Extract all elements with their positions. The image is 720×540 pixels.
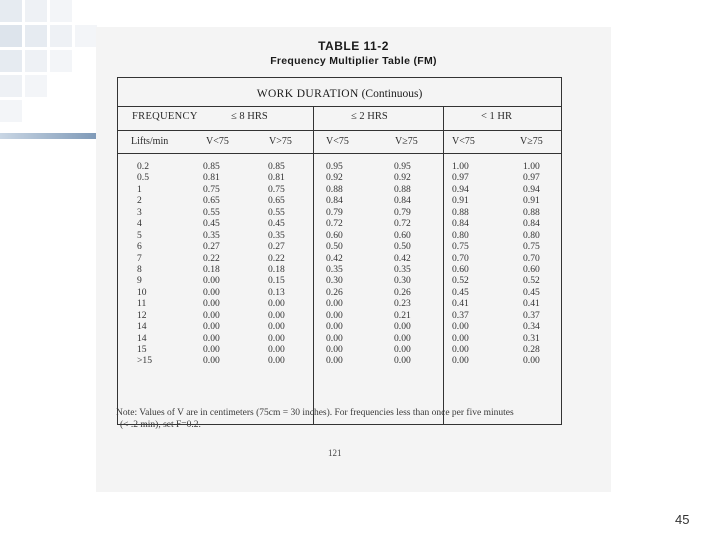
multiplier-cell: 0.00 — [452, 355, 469, 367]
multiplier-cell: 0.00 — [326, 298, 343, 310]
multiplier-cell: 0.91 — [523, 195, 540, 207]
note-line: Note: Values of V are in centimeters (75cm = 30 inches). For frequencies less than once per five minutes — [116, 408, 514, 418]
multiplier-cell: 0.84 — [326, 195, 343, 207]
multiplier-cell: 0.00 — [203, 298, 220, 310]
multiplier-cell: 0.00 — [203, 344, 220, 355]
lifts-per-min-cell: 7 — [137, 252, 142, 264]
table-rule — [443, 106, 444, 424]
lifts-per-min-cell: 9 — [137, 275, 142, 287]
lifts-per-min-cell: 8 — [137, 263, 142, 275]
note-line: (< .2 min), set F=0.2. — [120, 419, 201, 430]
column-header: V≥75 — [520, 136, 543, 147]
multiplier-cell: 0.79 — [326, 206, 343, 218]
table-rule — [118, 106, 561, 107]
multiplier-cell: 0.15 — [268, 275, 285, 287]
multiplier-cell: 0.65 — [203, 195, 220, 207]
decor-square — [75, 25, 97, 47]
multiplier-cell: 1.00 — [523, 161, 540, 172]
multiplier-cell: 0.50 — [394, 241, 411, 253]
multiplier-cell: 0.88 — [523, 206, 540, 218]
multiplier-cell: 0.91 — [452, 195, 469, 207]
lifts-per-min-cell: 1 — [137, 183, 142, 195]
decor-square — [0, 75, 22, 97]
multiplier-cell: 0.52 — [523, 275, 540, 287]
multiplier-cell: 0.85 — [203, 161, 220, 172]
multiplier-cell: 0.81 — [203, 172, 220, 184]
multiplier-cell: 0.28 — [523, 344, 540, 355]
multiplier-cell: 0.00 — [326, 309, 343, 321]
multiplier-cell: 0.00 — [452, 332, 469, 344]
multiplier-cell: 0.22 — [203, 252, 220, 264]
multiplier-cell: 0.97 — [452, 172, 469, 184]
work-duration-label: WORK DURATION — [256, 88, 359, 100]
multiplier-cell: 0.75 — [203, 183, 220, 195]
multiplier-cell: 0.60 — [394, 229, 411, 241]
decor-square — [0, 25, 22, 47]
multiplier-cell: 0.00 — [268, 321, 285, 333]
multiplier-cell: 0.00 — [394, 332, 411, 344]
frequency-table — [117, 77, 562, 425]
multiplier-cell: 0.92 — [394, 172, 411, 184]
multiplier-cell: 0.27 — [268, 241, 285, 253]
scanned-page — [96, 27, 611, 492]
multiplier-cell: 0.50 — [326, 241, 343, 253]
decor-square — [50, 50, 72, 72]
multiplier-cell: 0.42 — [326, 252, 343, 264]
lifts-per-min-cell: 3 — [137, 206, 142, 218]
multiplier-cell: 0.42 — [394, 252, 411, 264]
multiplier-cell: 0.81 — [268, 172, 285, 184]
lifts-per-min-cell: 5 — [137, 229, 142, 241]
column-header: V<75 — [206, 136, 229, 147]
lifts-per-min-cell: 10 — [137, 286, 147, 298]
lifts-per-min-cell: 12 — [137, 309, 147, 321]
multiplier-cell: 0.55 — [203, 206, 220, 218]
multiplier-cell: 0.85 — [268, 161, 285, 172]
table-rule — [118, 130, 561, 131]
multiplier-cell: 0.37 — [452, 309, 469, 321]
multiplier-cell: 0.00 — [203, 309, 220, 321]
multiplier-cell: 0.72 — [394, 218, 411, 230]
decor-square — [25, 75, 47, 97]
column-header: V<75 — [326, 136, 349, 147]
multiplier-cell: 0.95 — [326, 161, 343, 172]
multiplier-cell: 0.70 — [523, 252, 540, 264]
multiplier-cell: 0.60 — [523, 263, 540, 275]
lifts-per-min-cell: 0.5 — [137, 172, 149, 184]
lifts-per-min-cell: 15 — [137, 344, 147, 355]
decor-square — [50, 25, 72, 47]
decor-bar — [0, 133, 96, 139]
multiplier-cell: 0.37 — [523, 309, 540, 321]
multiplier-cell: 0.00 — [394, 321, 411, 333]
slide-number: 45 — [675, 512, 690, 527]
frequency-label: FREQUENCY — [132, 111, 198, 122]
multiplier-cell: 0.35 — [394, 263, 411, 275]
multiplier-cell: 0.92 — [326, 172, 343, 184]
multiplier-cell: 0.00 — [268, 332, 285, 344]
column-header: Lifts/min — [131, 136, 169, 147]
multiplier-cell: 0.55 — [268, 206, 285, 218]
page-number: 121 — [328, 448, 342, 458]
multiplier-cell: 0.35 — [203, 229, 220, 241]
table-note — [116, 408, 596, 431]
decor-square — [0, 100, 22, 122]
multiplier-cell: 0.80 — [523, 229, 540, 241]
multiplier-cell: 0.18 — [203, 263, 220, 275]
multiplier-cell: 0.00 — [394, 344, 411, 355]
multiplier-cell: 0.00 — [203, 286, 220, 298]
multiplier-cell: 0.21 — [394, 309, 411, 321]
multiplier-cell: 0.27 — [203, 241, 220, 253]
lifts-per-min-cell: 0.2 — [137, 161, 149, 172]
column-header: V≥75 — [395, 136, 418, 147]
slide-decoration — [0, 0, 100, 130]
table-rule — [313, 106, 314, 424]
multiplier-cell: 0.31 — [523, 332, 540, 344]
multiplier-cell: 0.88 — [394, 183, 411, 195]
multiplier-cell: 0.00 — [203, 355, 220, 367]
column-header: V>75 — [269, 136, 292, 147]
multiplier-cell: 0.22 — [268, 252, 285, 264]
multiplier-cell: 0.00 — [268, 355, 285, 367]
value-column — [326, 161, 343, 367]
multiplier-cell: 0.00 — [203, 332, 220, 344]
multiplier-cell: 0.72 — [326, 218, 343, 230]
multiplier-cell: 0.65 — [268, 195, 285, 207]
multiplier-cell: 0.26 — [394, 286, 411, 298]
decor-square — [25, 25, 47, 47]
multiplier-cell: 0.88 — [452, 206, 469, 218]
decor-square — [50, 0, 72, 22]
multiplier-cell: 0.34 — [523, 321, 540, 333]
decor-square — [25, 50, 47, 72]
multiplier-cell: 0.84 — [523, 218, 540, 230]
multiplier-cell: 0.95 — [394, 161, 411, 172]
lifts-per-min-cell: 4 — [137, 218, 142, 230]
multiplier-cell: 0.70 — [452, 252, 469, 264]
multiplier-cell: 0.00 — [203, 275, 220, 287]
multiplier-cell: 0.23 — [394, 298, 411, 310]
multiplier-cell: 0.79 — [394, 206, 411, 218]
lifts-per-min-cell: 14 — [137, 332, 147, 344]
multiplier-cell: 0.30 — [326, 275, 343, 287]
multiplier-cell: 0.80 — [452, 229, 469, 241]
value-column — [203, 161, 220, 367]
lifts-per-min-cell: 14 — [137, 321, 147, 333]
multiplier-cell: 0.84 — [452, 218, 469, 230]
multiplier-cell: 0.94 — [523, 183, 540, 195]
multiplier-cell: 0.35 — [268, 229, 285, 241]
lifts-per-min-cell: >15 — [137, 355, 153, 367]
multiplier-cell: 0.45 — [523, 286, 540, 298]
multiplier-cell: 0.00 — [452, 321, 469, 333]
value-column — [523, 161, 540, 367]
multiplier-cell: 0.45 — [452, 286, 469, 298]
multiplier-cell: 0.94 — [452, 183, 469, 195]
multiplier-cell: 0.00 — [394, 355, 411, 367]
multiplier-cell: 0.00 — [326, 355, 343, 367]
lifts-per-min-cell: 11 — [137, 298, 147, 310]
multiplier-cell: 0.45 — [268, 218, 285, 230]
multiplier-cell: 0.00 — [268, 298, 285, 310]
lifts-per-min-column — [137, 161, 152, 367]
multiplier-cell: 0.41 — [452, 298, 469, 310]
multiplier-cell: 1.00 — [452, 161, 469, 172]
lifts-per-min-cell: 2 — [137, 195, 142, 207]
decor-square — [0, 50, 22, 72]
multiplier-cell: 0.00 — [203, 321, 220, 333]
multiplier-cell: 0.35 — [326, 263, 343, 275]
value-column — [394, 161, 411, 367]
multiplier-cell: 0.30 — [394, 275, 411, 287]
value-column — [268, 161, 285, 367]
multiplier-cell: 0.52 — [452, 275, 469, 287]
multiplier-cell: 0.00 — [326, 344, 343, 355]
multiplier-cell: 0.75 — [268, 183, 285, 195]
work-duration-qualifier: (Continuous) — [361, 88, 423, 100]
multiplier-cell: 0.18 — [268, 263, 285, 275]
multiplier-cell: 0.75 — [452, 241, 469, 253]
multiplier-cell: 0.00 — [326, 332, 343, 344]
multiplier-cell: 0.45 — [203, 218, 220, 230]
work-duration-header — [118, 88, 561, 100]
multiplier-cell: 0.75 — [523, 241, 540, 253]
multiplier-cell: 0.00 — [326, 321, 343, 333]
table-rule — [118, 153, 561, 154]
multiplier-cell: 0.00 — [523, 355, 540, 367]
multiplier-cell: 0.84 — [394, 195, 411, 207]
multiplier-cell: 0.88 — [326, 183, 343, 195]
multiplier-cell: 0.60 — [326, 229, 343, 241]
column-header: V<75 — [452, 136, 475, 147]
multiplier-cell: 0.00 — [452, 344, 469, 355]
multiplier-cell: 0.97 — [523, 172, 540, 184]
multiplier-cell: 0.60 — [452, 263, 469, 275]
table-title: TABLE 11-2 — [318, 39, 389, 53]
table-subtitle: Frequency Multiplier Table (FM) — [270, 55, 437, 67]
lifts-per-min-cell: 6 — [137, 241, 142, 253]
value-column — [452, 161, 469, 367]
decor-square — [25, 0, 47, 22]
duration-group-2hrs: ≤ 2 HRS — [351, 111, 388, 122]
decor-square — [0, 0, 22, 22]
multiplier-cell: 0.26 — [326, 286, 343, 298]
duration-group-1hr: < 1 HR — [481, 111, 513, 122]
multiplier-cell: 0.13 — [268, 286, 285, 298]
multiplier-cell: 0.00 — [268, 344, 285, 355]
multiplier-cell: 0.41 — [523, 298, 540, 310]
multiplier-cell: 0.00 — [268, 309, 285, 321]
duration-group-8hrs: ≤ 8 HRS — [231, 111, 268, 122]
